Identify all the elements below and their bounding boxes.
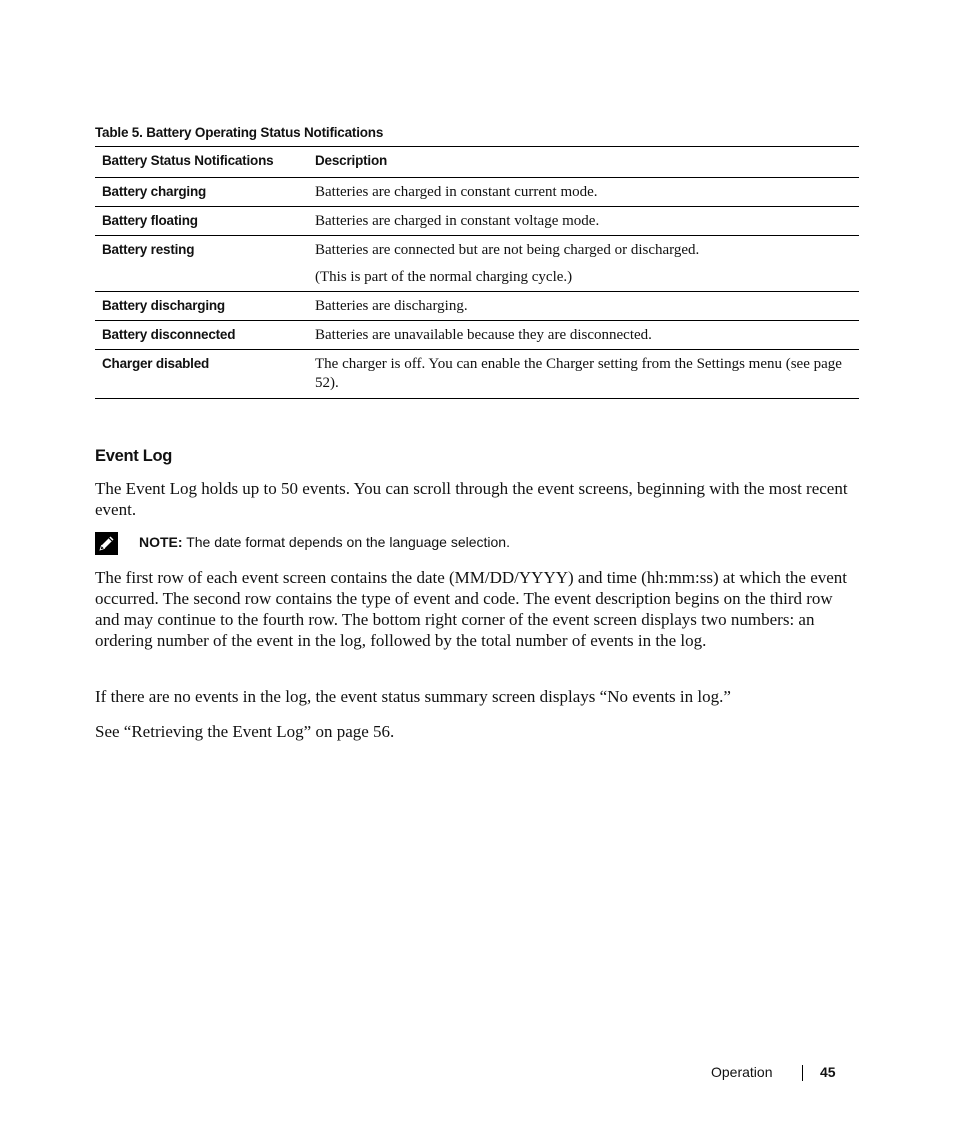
column-header-description: Description [315,153,388,168]
table-row [95,350,859,399]
status-name: Battery floating [102,213,198,228]
note-box [95,531,859,557]
paragraph-event-screen: The first row of each event screen contains the date (MM/DD/YYYY) and time (hh:mm:ss) at which the event occurred. The second row contains the type of event and code. The event description begins on the third row and may continue to the fourth row. The bottom right corner of the event screen displays two numbers: an ordering number of the event in the log, followed by the total number of events in the log. [95,568,848,650]
table-row [95,321,859,350]
note-body: The date format depends on the language selection. [186,534,510,550]
status-name: Battery discharging [102,298,225,313]
status-description-note: (This is part of the normal charging cycle.) [315,269,573,285]
note-label: NOTE: [139,534,183,550]
table-row [95,292,859,321]
section-heading: Event Log [95,447,173,465]
status-name: Battery resting [102,242,195,257]
note-pencil-icon [95,532,118,555]
table-caption: Table 5. Battery Operating Status Notifications [95,125,384,140]
table-row [95,178,859,207]
footer-separator [802,1065,803,1081]
status-description: Batteries are charged in constant current mode. [315,184,598,200]
status-name: Battery charging [102,184,207,199]
table-row [95,207,859,236]
paragraph-see-also: See “Retrieving the Event Log” on page 56. [95,722,395,741]
status-description: Batteries are connected but are not being charged or discharged. (This is part of the normal charging cycle.) [308,236,859,292]
battery-status-table [95,146,859,399]
paragraph-no-events: If there are no events in the log, the event status summary screen displays “No events in log.” [95,687,731,706]
page-number: 45 [820,1064,836,1080]
footer-section-name: Operation [711,1064,773,1080]
status-name: Charger disabled [102,356,210,371]
paragraph-intro: The Event Log holds up to 50 events. You can scroll through the event screens, beginning with the most recent event. [95,479,848,519]
status-description: Batteries are discharging. [315,298,468,314]
column-header-notifications: Battery Status Notifications [102,153,274,168]
table-row [95,236,859,292]
status-name: Battery disconnected [102,327,236,342]
note-text [139,534,510,550]
status-description: Batteries are unavailable because they are disconnected. [315,327,652,343]
status-description: Batteries are charged in constant voltage mode. [315,213,600,229]
table-header-row [95,147,859,178]
status-description: The charger is off. You can enable the Charger setting from the Settings menu (see page 52). [315,356,842,391]
